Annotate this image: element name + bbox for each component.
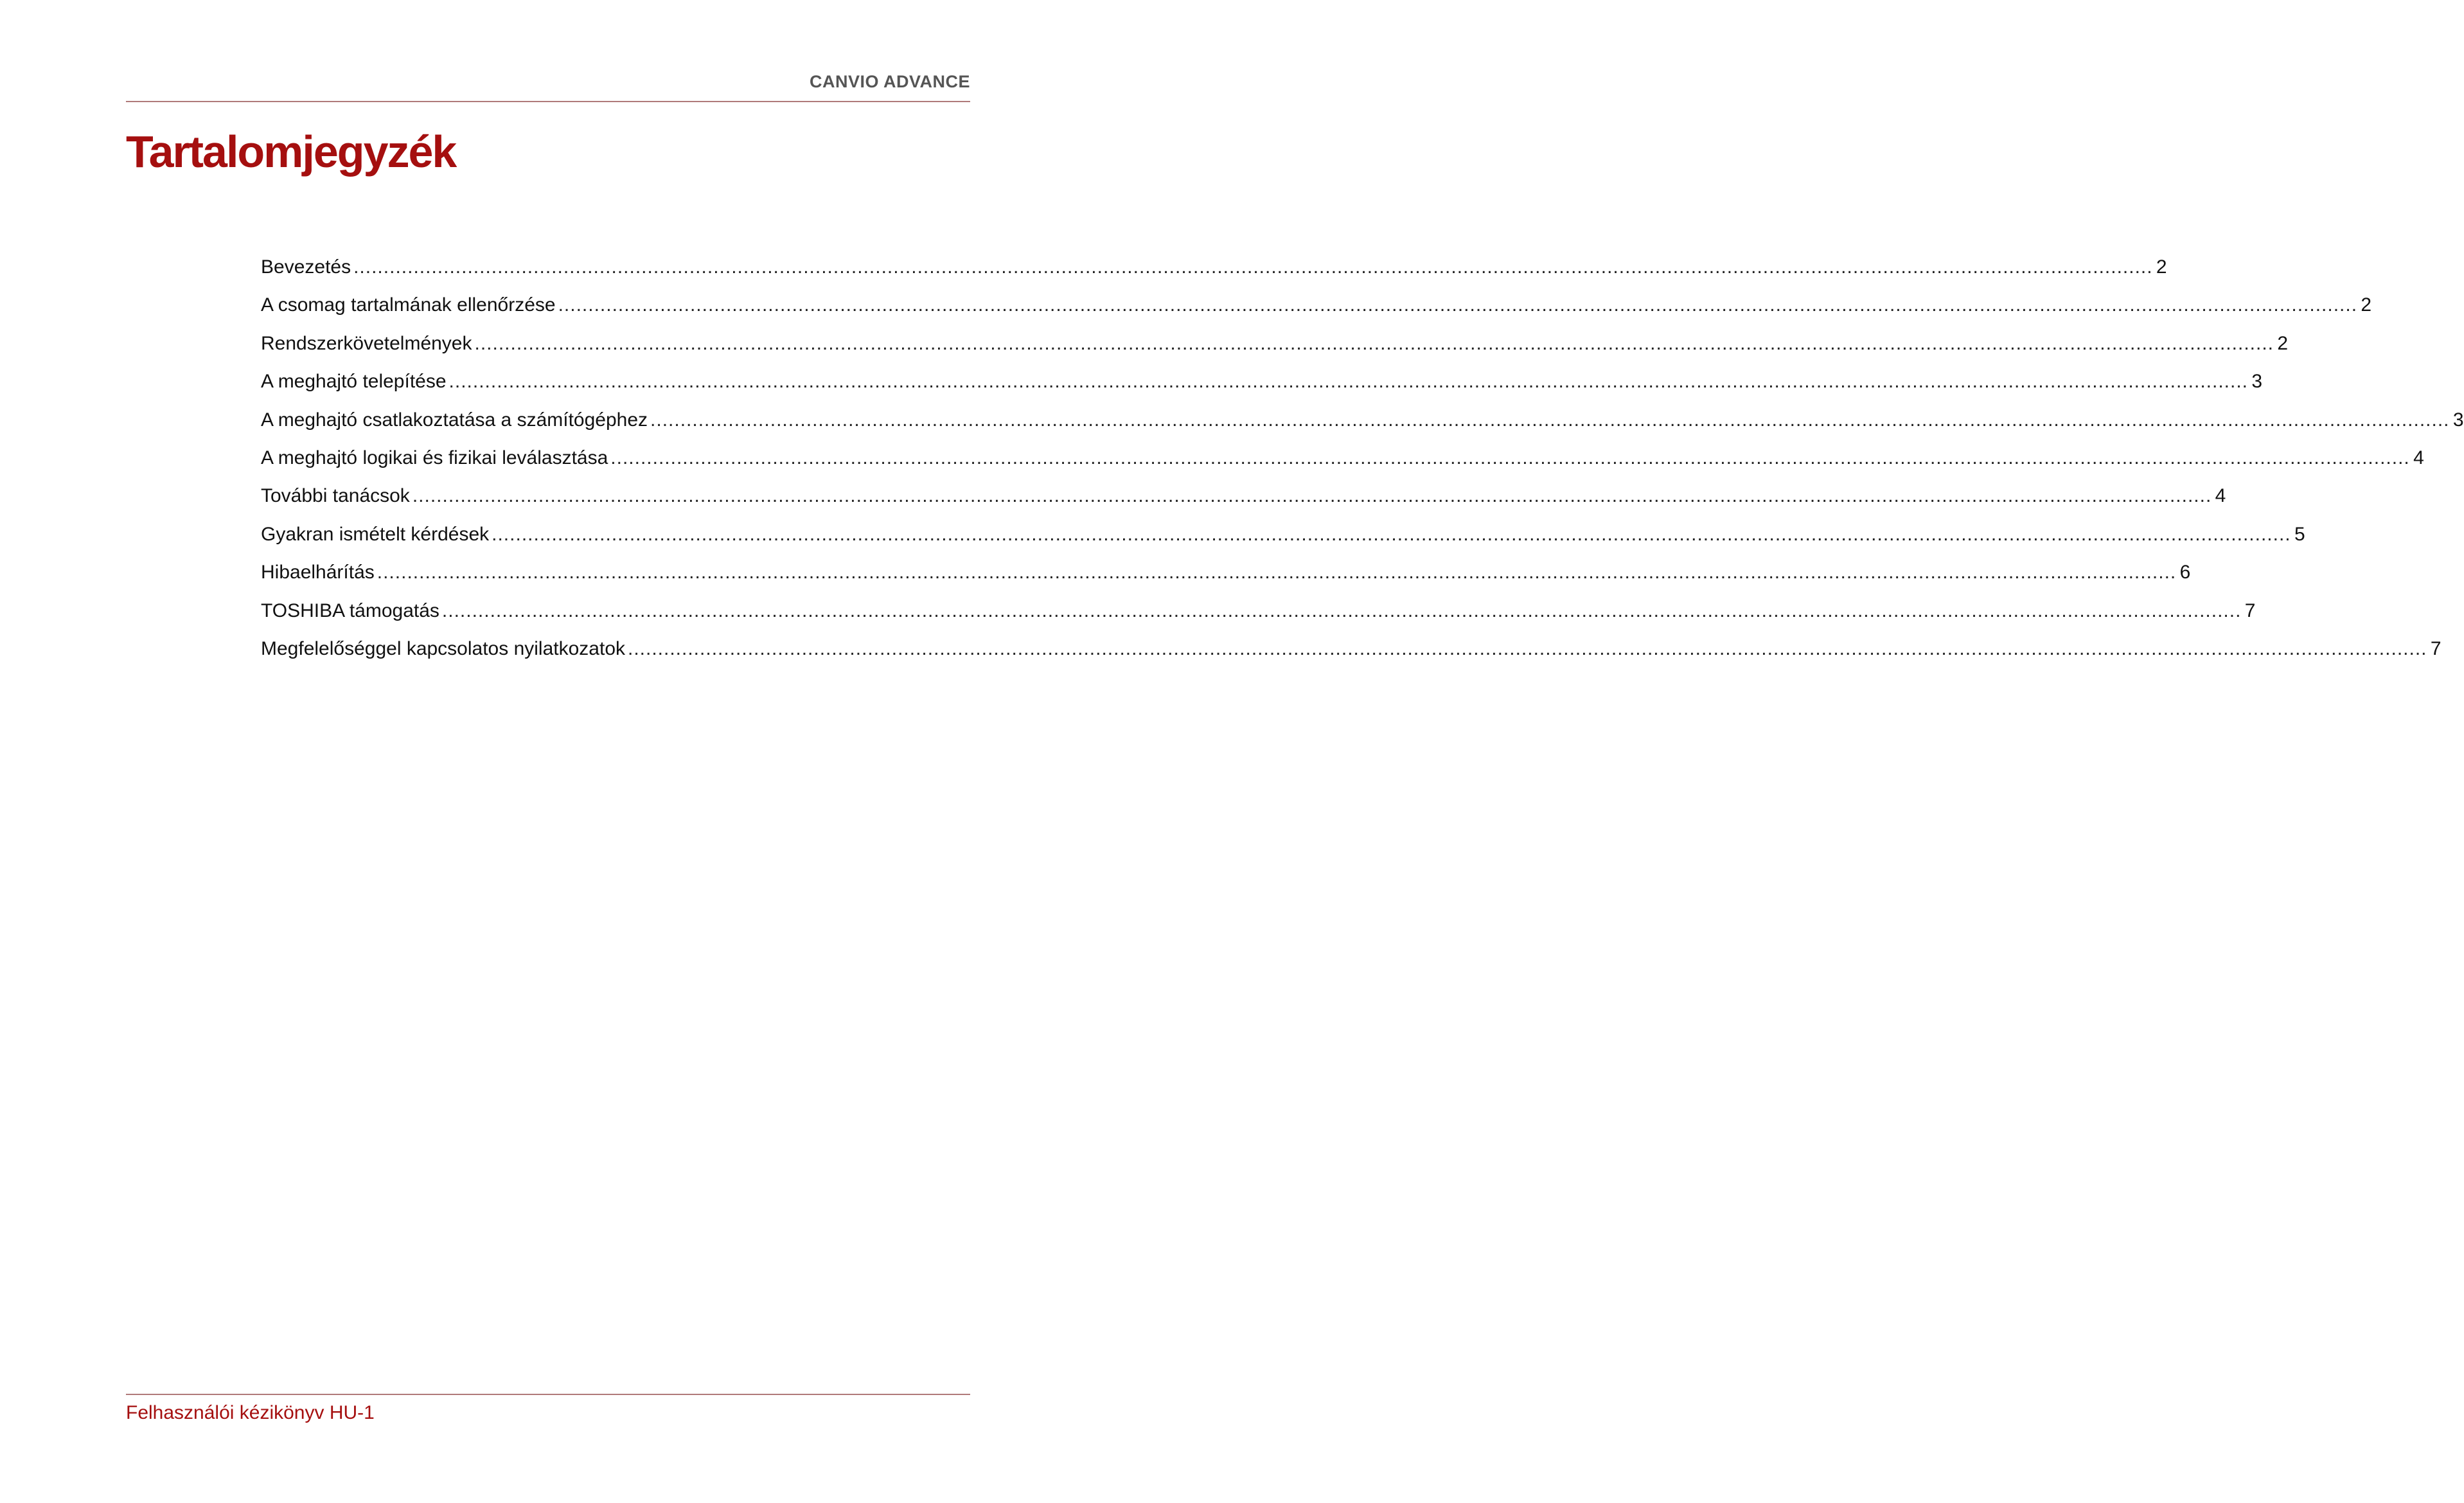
toc-entry-label: A meghajtó csatlakoztatása a számítógéphez [261, 409, 648, 431]
page-title: Tartalomjegyzék [126, 127, 456, 177]
toc-entry[interactable] [261, 522, 2305, 560]
toc-entry-label: Hibaelhárítás [261, 562, 375, 583]
toc-leader-dots: ............................................................................................................................................................................................................................................................................................................ [492, 523, 2291, 545]
toc-entry-page: 2 [2361, 294, 2372, 316]
toc-entry-page: 7 [2430, 637, 2442, 659]
toc-entry[interactable] [261, 636, 2442, 674]
toc-entry-page: 5 [2294, 523, 2305, 545]
toc-entry-page: 2 [2156, 256, 2167, 278]
toc-entry[interactable] [261, 407, 2464, 445]
toc-entry[interactable] [261, 292, 2372, 330]
toc-entry[interactable] [261, 254, 2167, 292]
toc-entry-page: 4 [2413, 447, 2424, 468]
toc-leader-dots: ............................................................................................................................................................................................................................................................................................................ [474, 332, 2274, 354]
toc-entry-label: Megfelelőséggel kapcsolatos nyilatkozatok [261, 637, 625, 659]
toc-entry-page: 3 [2251, 371, 2263, 393]
header-divider [126, 101, 970, 102]
toc-entry-label: A meghajtó telepítése [261, 371, 447, 393]
toc-entry-page: 7 [2244, 600, 2256, 621]
toc-entry-label: Gyakran ismételt kérdések [261, 523, 490, 545]
toc-leader-dots: ............................................................................................................................................................................................................................................................................................................ [353, 256, 2153, 278]
toc-leader-dots: ............................................................................................................................................................................................................................................................................................................ [412, 485, 2212, 507]
toc-entry[interactable] [261, 445, 2424, 483]
toc-entry-page: 2 [2277, 332, 2288, 354]
toc-entry-page: 4 [2215, 485, 2226, 507]
toc-leader-dots: ............................................................................................................................................................................................................................................................................................................ [628, 637, 2427, 659]
toc-entry-label: A csomag tartalmának ellenőrzése [261, 294, 556, 316]
toc-entry[interactable] [261, 331, 2288, 369]
toc-entry[interactable] [261, 598, 2256, 636]
toc-entry[interactable] [261, 560, 2191, 598]
toc-leader-dots: ............................................................................................................................................................................................................................................................................................................ [441, 600, 2242, 621]
toc-leader-dots: ............................................................................................................................................................................................................................................................................................................ [650, 409, 2450, 431]
toc-leader-dots: ............................................................................................................................................................................................................................................................................................................ [377, 562, 2177, 583]
toc-entry-page: 6 [2179, 562, 2191, 583]
toc-leader-dots: ............................................................................................................................................................................................................................................................................................................ [610, 447, 2410, 468]
toc-leader-dots: ............................................................................................................................................................................................................................................................................................................ [558, 294, 2358, 316]
toc-entry-label: További tanácsok [261, 485, 410, 507]
toc-entry[interactable] [261, 369, 2263, 407]
header-product-name: CANVIO ADVANCE [809, 72, 970, 91]
toc-entry[interactable] [261, 483, 2226, 521]
toc-leader-dots: ............................................................................................................................................................................................................................................................................................................ [448, 371, 2249, 393]
toc-entry-page: 3 [2452, 409, 2464, 431]
table-of-contents [261, 254, 2464, 674]
toc-entry-label: A meghajtó logikai és fizikai leválasztása [261, 447, 608, 468]
footer-manual-label: Felhasználói kézikönyv HU-1 [126, 1402, 375, 1423]
footer-divider [126, 1394, 970, 1395]
toc-entry-label: TOSHIBA támogatás [261, 600, 439, 621]
toc-entry-label: Bevezetés [261, 256, 351, 278]
toc-entry-label: Rendszerkövetelmények [261, 332, 472, 354]
